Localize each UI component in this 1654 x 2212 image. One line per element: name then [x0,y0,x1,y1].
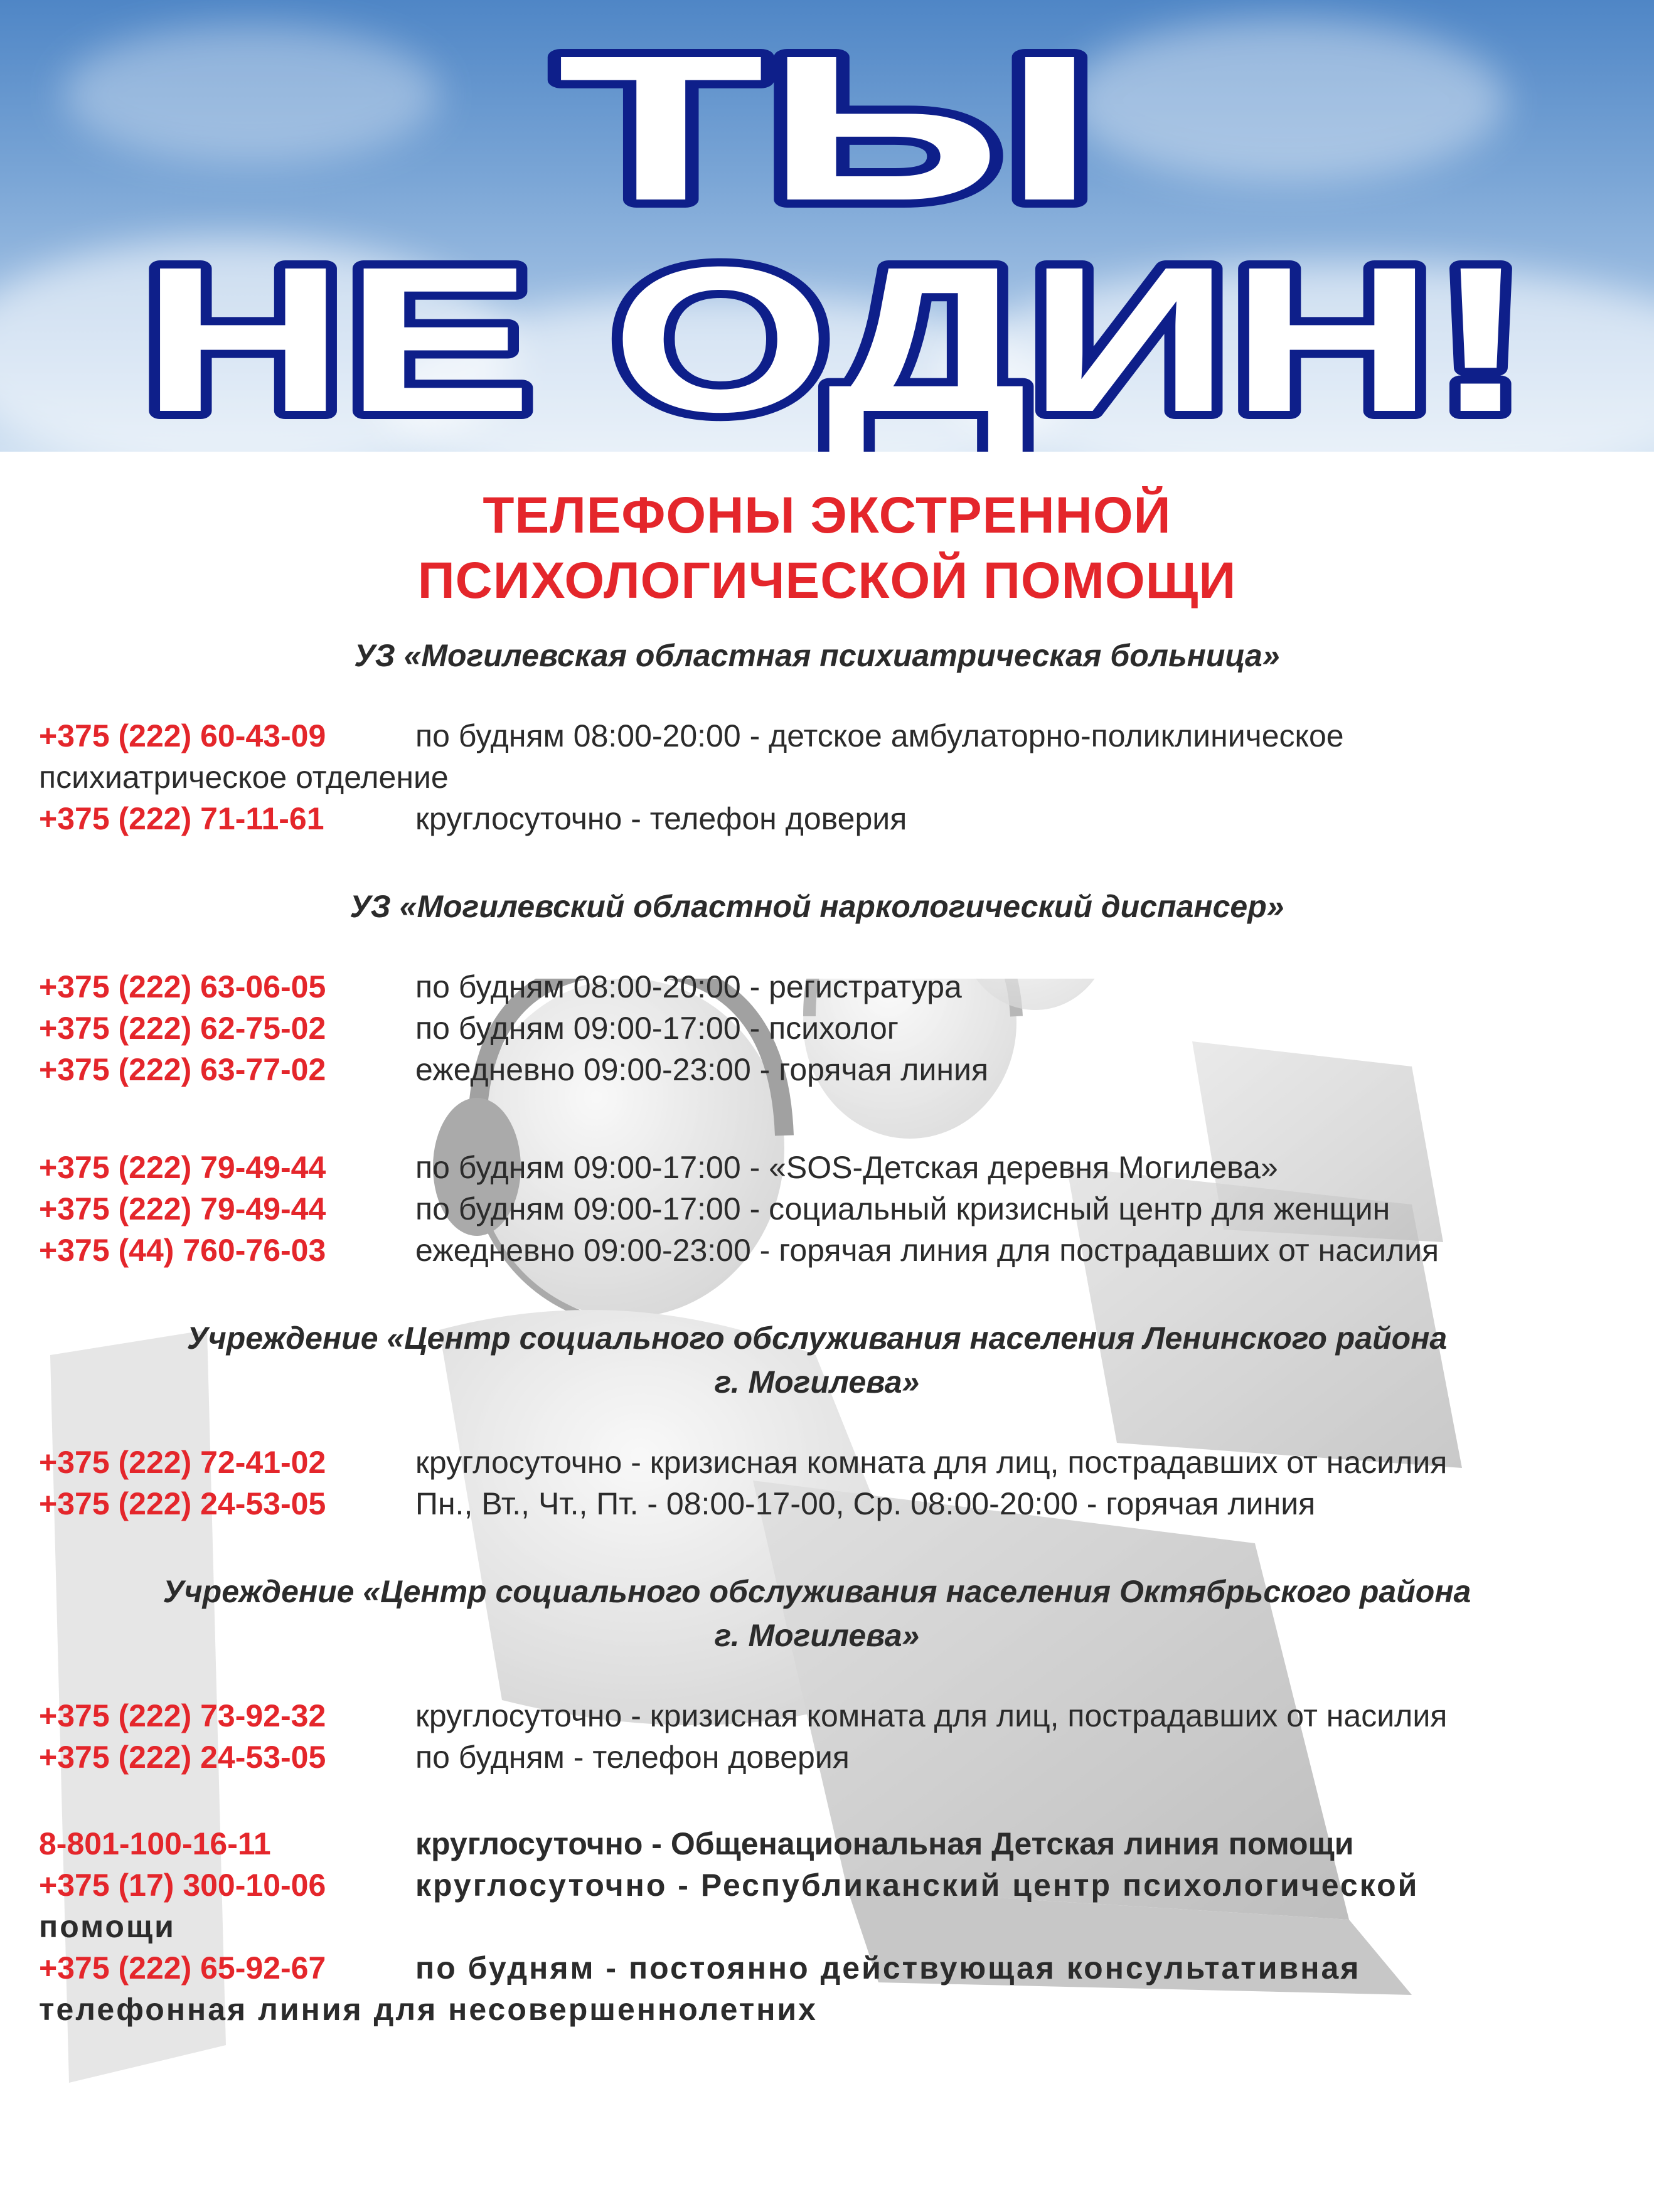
phone-number[interactable]: +375 (222) 79-49-44 [39,1191,326,1226]
contact-description: ежедневно 09:00-23:00 - горячая линия [415,1052,989,1087]
phone-number[interactable]: +375 (222) 63-06-05 [39,969,326,1004]
page-title [0,483,1654,614]
phone-number[interactable]: +375 (222) 62-75-02 [39,1011,326,1046]
contact-description: по будням 08:00-20:00 - регистратура [415,969,962,1004]
contact-row [39,1188,1595,1230]
headline [0,0,1654,452]
contact-row [39,798,1595,839]
org-heading: УЗ «Могилевская областная психиатрическая больница» [354,638,1280,673]
phone-number[interactable]: +375 (222) 63-77-02 [39,1052,326,1087]
contact-row [39,1483,1595,1524]
contact-description: ежедневно 09:00-23:00 - горячая линия для пострадавших от насилия [415,1233,1439,1268]
phone-number[interactable]: +375 (222) 71-11-61 [39,801,324,836]
phone-number[interactable]: +375 (17) 300-10-06 [39,1868,326,1903]
contact-description: по будням 09:00-17:00 - «SOS-Детская деревня Могилева» [415,1150,1278,1185]
org-heading [39,1316,1595,1404]
contact-row [39,1823,1595,1864]
org-heading-line2: г. Могилева» [714,1618,920,1653]
contact-description: Пн., Вт., Чт., Пт. - 08:00-17-00, Ср. 08:00-20:00 - горячая линия [415,1486,1316,1521]
phone-number[interactable]: +375 (222) 72-41-02 [39,1445,326,1480]
contact-description: круглосуточно - кризисная комната для лиц, пострадавших от насилия [415,1445,1448,1480]
contact-row [39,1008,1595,1049]
headline-line2: НЕ ОДИН! [141,223,1528,452]
contact-row [39,1049,1595,1090]
contact-row [39,1230,1595,1271]
contact-row [39,1736,1595,1778]
contact-description: по будням 08:00-20:00 - детское амбулаторно-поликлиническое [415,718,1344,753]
phone-number[interactable]: +375 (222) 65-92-67 [39,1950,326,1986]
contact-description-cont: телефонная линия для несовершеннолетних [39,1992,818,2027]
contact-description: по будням 09:00-17:00 - социальный кризисный центр для женщин [415,1191,1390,1226]
org-heading: УЗ «Могилевский областной наркологический диспансер» [349,889,1284,924]
org-heading [39,1570,1595,1657]
phone-number[interactable]: +375 (222) 24-53-05 [39,1486,326,1521]
contact-description-cont: психиатрическое отделение [39,760,449,795]
phone-number[interactable]: +375 (222) 60-43-09 [39,718,326,753]
contact-row [39,966,1595,1008]
phone-number[interactable]: +375 (222) 79-49-44 [39,1150,326,1185]
contact-row [39,715,1595,798]
contact-description: круглосуточно - Общенациональная Детская линия помощи [415,1826,1354,1861]
title-line1: ТЕЛЕФОНЫ ЭКСТРЕННОЙ [483,487,1171,544]
org-heading-line1: Учреждение «Центр социального обслуживания населения Октябрьского района [163,1574,1471,1609]
contact-row [39,1947,1595,2030]
org-heading-line2: г. Могилева» [714,1364,920,1400]
contact-description: по будням 09:00-17:00 - психолог [415,1011,899,1046]
contact-description-cont: помощи [39,1909,176,1944]
headline-line1: ТЫ [557,12,1097,243]
contact-row [39,1147,1595,1188]
contact-row [39,1442,1595,1483]
contact-row [39,1695,1595,1736]
contact-description: по будням - постоянно действующая консультативная [415,1950,1361,1986]
phone-number[interactable]: +375 (222) 24-53-05 [39,1740,326,1775]
phone-number[interactable]: +375 (44) 760-76-03 [39,1233,326,1268]
org-heading-line1: Учреждение «Центр социального обслуживания населения Ленинского района [186,1321,1448,1356]
contact-description: круглосуточно - телефон доверия [415,801,907,836]
phone-number[interactable]: 8-801-100-16-11 [39,1826,271,1861]
title-line2: ПСИХОЛОГИЧЕСКОЙ ПОМОЩИ [417,552,1237,609]
contact-list [39,634,1595,2030]
contact-description: по будням - телефон доверия [415,1740,850,1775]
contact-description: круглосуточно - Республиканский центр психологической [415,1868,1419,1903]
phone-number[interactable]: +375 (222) 73-92-32 [39,1698,326,1733]
contact-description: круглосуточно - кризисная комната для лиц, пострадавших от насилия [415,1698,1448,1733]
contact-row [39,1864,1595,1947]
